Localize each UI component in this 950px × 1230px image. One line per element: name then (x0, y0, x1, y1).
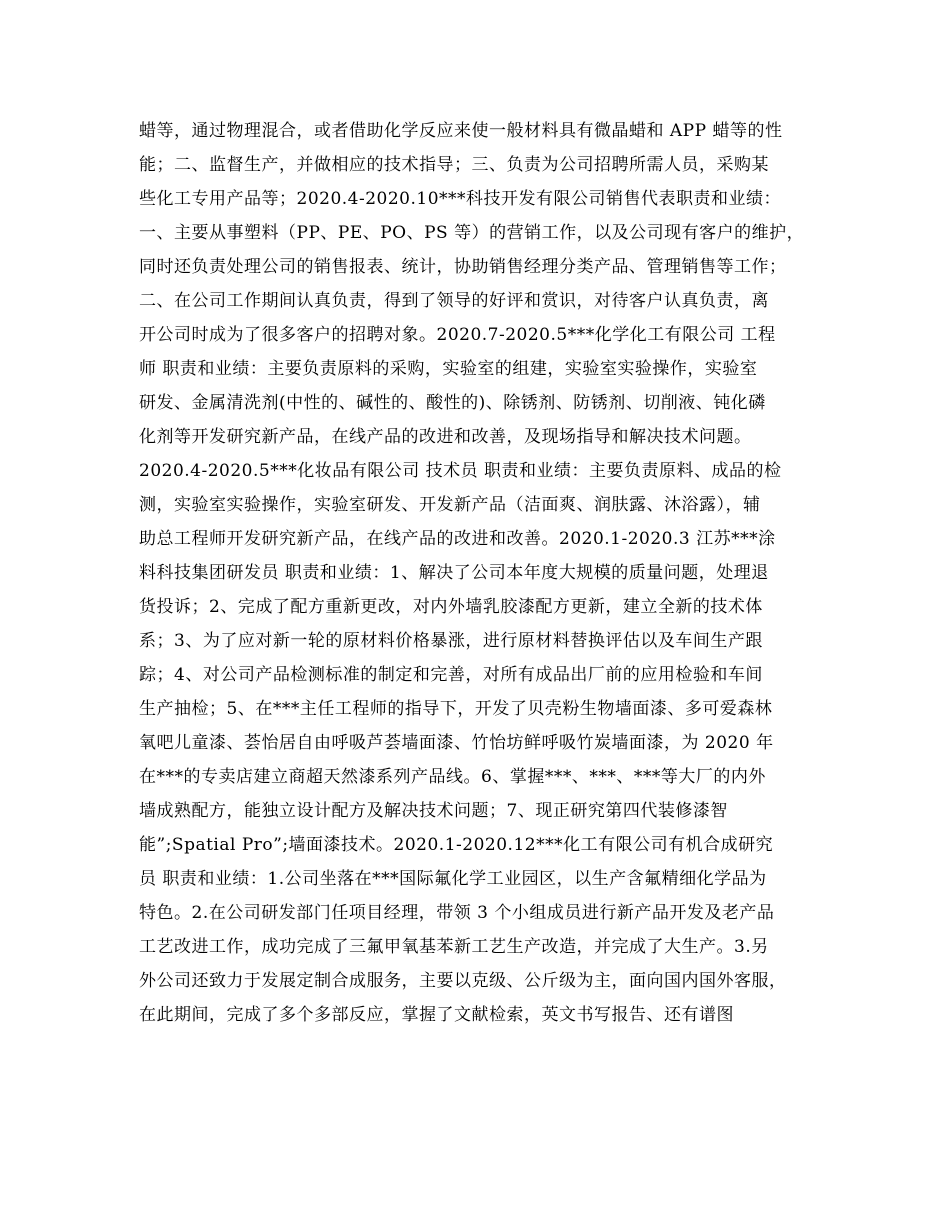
text-line: 生产抽检；5、在***主任工程师的指导下，开发了贝壳粉生物墙面漆、多可爱森林 (139, 699, 773, 719)
text-line: 研发、金属清洗剂(中性的、碱性的、酸性的)、除锈剂、防锈剂、切削液、钝化磷 (139, 393, 766, 413)
text-line: 一、主要从事塑料（PP、PE、PO、PS 等）的营销工作，以及公司现有客户的维护， (139, 223, 805, 243)
text-line: 在此期间，完成了多个多部反应，掌握了文献检索，英文书写报告、还有谱图 (139, 1005, 734, 1025)
body-text (139, 114, 829, 1032)
text-line: 蜡等，通过物理混合，或者借助化学反应来使一般材料具有微晶蜡和 APP 蜡等的性 (139, 121, 783, 141)
text-line: 外公司还致力于发展定制合成服务，主要以克级、公斤级为主，面向国内国外客服， (139, 971, 787, 991)
text-line: 踪；4、对公司产品检测标准的制定和完善，对所有成品出厂前的应用检验和车间 (139, 665, 763, 685)
text-line: 同时还负责处理公司的销售报表、统计，协助销售经理分类产品、管理销售等工作； (139, 257, 787, 277)
text-line: 二、在公司工作期间认真负责，得到了领导的好评和赏识，对待客户认真负责，离 (139, 291, 769, 311)
text-line: 料科技集团研发员 职责和业绩：1、解决了公司本年度大规模的质量问题，处理退 (139, 563, 769, 583)
text-line: 测，实验室实验操作，实验室研发、开发新产品（洁面爽、润肤露、沐浴露），辅 (139, 495, 761, 515)
text-line: 货投诉；2、完成了配方重新更改，对内外墙乳胶漆配方更新，建立全新的技术体 (139, 597, 763, 617)
text-line: 2020.4-2020.5***化妆品有限公司 技术员 职责和业绩：主要负责原料、成品的检 (139, 461, 782, 481)
text-line: 能；二、监督生产，并做相应的技术指导；三、负责为公司招聘所需人员，采购某 (139, 155, 769, 175)
text-line: 在***的专卖店建立商超天然漆系列产品线。6、掌握***、***、***等大厂的内外 (139, 767, 766, 787)
text-line: 化剂等开发研究新产品，在线产品的改进和改善，及现场指导和解决技术问题。 (139, 427, 752, 447)
text-line: 特色。2.在公司研发部门任项目经理，带领 3 个小组成员进行新产品开发及老产品 (139, 903, 775, 923)
text-line: 些化工专用产品等；2020.4-2020.10***科技开发有限公司销售代表职责和业绩： (139, 189, 782, 209)
text-line: 师 职责和业绩：主要负责原料的采购，实验室的组建，实验室实验操作，实验室 (139, 359, 758, 379)
text-line: 能”;Spatial Pro”;墙面漆技术。2020.1-2020.12***化工有限公司有机合成研究 (139, 835, 774, 855)
text-line: 工艺改进工作，成功完成了三氟甲氧基苯新工艺生产改造，并完成了大生产。3.另 (139, 937, 769, 957)
text-line: 开公司时成为了很多客户的招聘对象。2020.7-2020.5***化学化工有限公司 工程 (139, 325, 776, 345)
text-line: 系；3、为了应对新一轮的原材料价格暴涨，进行原材料替换评估以及车间生产跟 (139, 631, 763, 651)
text-line: 助总工程师开发研究新产品，在线产品的改进和改善。2020.1-2020.3 江苏***涂 (139, 529, 776, 549)
text-line: 墙成熟配方，能独立设计配方及解决技术问题；7、现正研究第四代装修漆智 (139, 801, 728, 821)
text-line: 员 职责和业绩：1.公司坐落在***国际氟化学工业园区，以生产含氟精细化学品为 (139, 869, 767, 889)
text-line: 氧吧儿童漆、荟怡居自由呼吸芦荟墙面漆、竹怡坊鲜呼吸竹炭墙面漆，为 2020 年 (139, 733, 774, 753)
